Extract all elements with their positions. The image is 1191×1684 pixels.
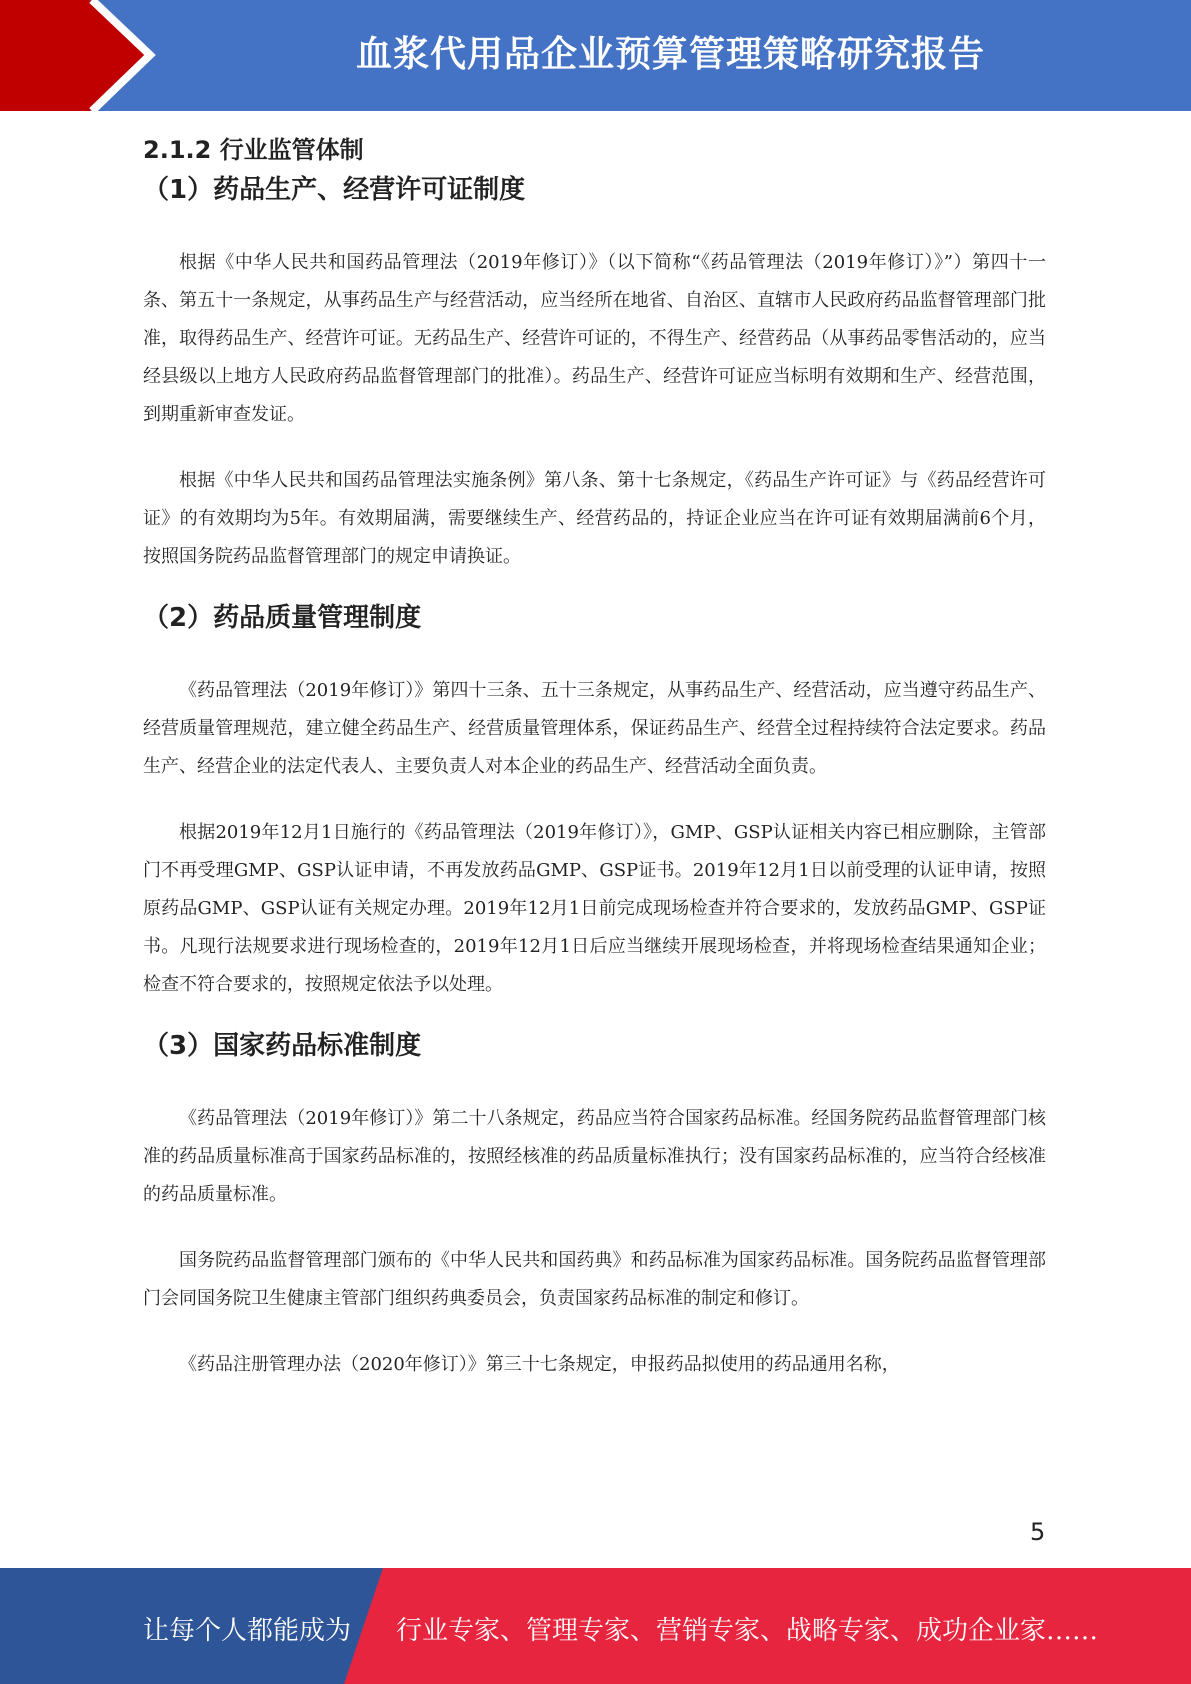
paragraph: 《药品注册管理办法（2020年修订）》第三十七条规定，申报药品拟使用的药品通用名称， [179,1354,900,1375]
subsection-heading-1: （1）药品生产、经营许可证制度 [143,175,526,205]
paragraph: 根据2019年12月1日施行的《药品管理法（2019年修订）》，GMP、GSP认证相关内容已相应删除，主管部门不再受理GMP、GSP认证申请，不再发放药品GMP、GSP证书。2019年12月1日以前受理的认证申请，按照原药品GMP、GSP认证有关规定办理。2019年12月1日前完成现场检查并符合要求的，发放药品GMP、GSP证书。凡现行法规要求进行现场检查的，2019年12月1日后应当继续开展现场检查，并将现场检查结果通知企业；检查不符合要求的，按照规定依法予以处理。 [143,822,1046,995]
footer-slogan-right: 行业专家、管理专家、营销专家、战略专家、成功企业家…… [396,1616,1099,1646]
paragraph: 根据《中华人民共和国药品管理法实施条例》第八条、第十七条规定，《药品生产许可证》与《药品经营许可证》的有效期均为5年。有效期届满，需要继续生产、经营药品的，持证企业应当在许可证有效期届满前6个月，按照国务院药品监督管理部门的规定申请换证。 [143,470,1046,567]
page-footer [0,1568,1191,1684]
paragraph: 《药品管理法（2019年修订）》第二十八条规定，药品应当符合国家药品标准。经国务院药品监督管理部门核准的药品质量标准高于国家药品标准的，按照经核准的药品质量标准执行；没有国家药品标准的，应当符合经核准的药品质量标准。 [143,1108,1046,1205]
page-content [143,130,1046,1384]
page-header [0,0,1191,111]
section-heading: 2.1.2 行业监管体制 [143,136,364,164]
subsection-heading-3: （3）国家药品标准制度 [143,1031,422,1061]
footer-slogan-left: 让每个人都能成为 [143,1616,352,1646]
report-title: 血浆代用品企业预算管理策略研究报告 [355,34,985,75]
page-number: 5 [1030,1518,1046,1546]
paragraph: 《药品管理法（2019年修订）》第四十三条、五十三条规定，从事药品生产、经营活动，应当遵守药品生产、经营质量管理规范，建立健全药品生产、经营质量管理体系，保证药品生产、经营全过程持续符合法定要求。药品生产、经营企业的法定代表人、主要负责人对本企业的药品生产、经营活动全面负责。 [143,680,1046,777]
paragraph: 根据《中华人民共和国药品管理法（2019年修订）》（以下简称“《药品管理法（2019年修订）》”）第四十一条、第五十一条规定，从事药品生产与经营活动，应当经所在地省、自治区、直辖市人民政府药品监督管理部门批准，取得药品生产、经营许可证。无药品生产、经营许可证的，不得生产、经营药品（从事药品零售活动的，应当经县级以上地方人民政府药品监督管理部门的批准）。药品生产、经营许可证应当标明有效期和生产、经营范围，到期重新审查发证。 [143,252,1046,425]
paragraph: 国务院药品监督管理部门颁布的《中华人民共和国药典》和药品标准为国家药品标准。国务院药品监督管理部门会同国务院卫生健康主管部门组织药典委员会，负责国家药品标准的制定和修订。 [143,1250,1046,1309]
subsection-heading-2: （2）药品质量管理制度 [143,603,422,633]
